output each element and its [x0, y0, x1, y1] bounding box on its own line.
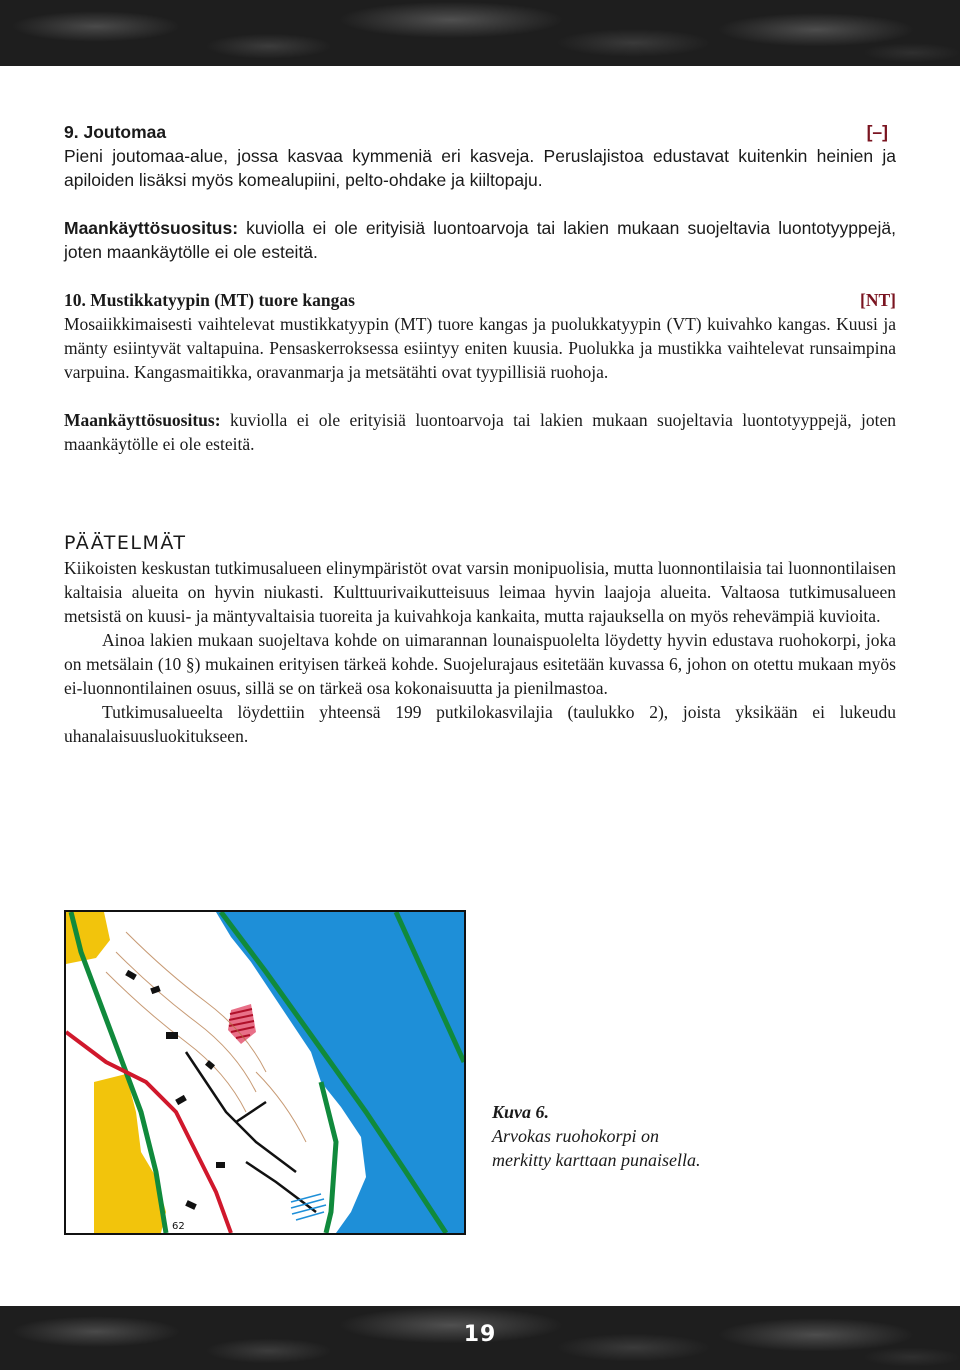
section-9-heading	[64, 120, 896, 144]
section-9-status-code: [–]	[866, 122, 888, 142]
section-10-status-code: [NT]	[860, 290, 896, 310]
section-10-recommendation-text: kuviolla ei ole erityisiä luontoarvoja tai lakien mukaan suojeltavia luontotyyppejä, joten maankäytölle ei ole esteitä.	[64, 410, 896, 454]
section-9-recommendation-label: Maankäyttösuositus:	[64, 218, 239, 238]
conclusions-paragraph-1: Kiikoisten keskustan tutkimusalueen elinympäristöt ovat varsin monipuolisia, mutta luonnontilaisia tai luonnontilaisen kaltaisia alueita on hyvin niukasti. Kulttuurivaikutteisuus leimaa hyvin laajoja alueita. Valtaosa tutkimusalueen metsistä on kuusi- ja mäntyvaltaisia tuoreita ja kuivahkoja kankaita, mutta rajauksella on myös rehevämpiä kuvioita.	[64, 558, 896, 626]
section-9-recommendation-text: kuviolla ei ole erityisiä luontoarvoja tai lakien mukaan suojeltavia luontotyyppejä, joten maankäytölle ei ole esteitä.	[64, 218, 896, 262]
map-graphic	[66, 912, 464, 1233]
section-10-title: 10. Mustikkatyypin (MT) tuore kangas	[64, 290, 355, 310]
figure-caption-line-1: Arvokas ruohokorpi on	[492, 1126, 659, 1146]
page-number: 19	[463, 1322, 497, 1347]
section-10-heading	[64, 288, 896, 312]
map-grid-label: 62	[172, 1221, 185, 1232]
section-9-description: Pieni joutomaa-alue, jossa kasvaa kymmeniä eri kasveja. Peruslajistoa edustavat kuitenkin heinien ja apiloiden lisäksi myös komealupiini, pelto-ohdake ja kiiltopaju.	[64, 146, 896, 190]
header-texture-band	[0, 0, 960, 66]
section-9-title: 9. Joutomaa	[64, 122, 167, 142]
conclusions-paragraph-2: Ainoa lakien mukaan suojeltava kohde on uimarannan lounaispuolelta löydetty hyvin edustava ruohokorpi, joka on metsälain (10 §) mukainen erityisen tärkeä kohde. Suojelurajaus esitetään kuvassa 6, johon on otettu mukaan myös ei-luonnontilainen osuus, sillä se on tärkeä osa kokonaisuutta ja pienilmastoa.	[64, 630, 896, 698]
figure-6-caption	[492, 1100, 792, 1172]
section-10-recommendation-label: Maankäyttösuositus:	[64, 410, 221, 430]
section-9-recommendation	[64, 216, 896, 264]
section-10-description: Mosaiikkimaisesti vaihtelevat mustikkatyypin (MT) tuore kangas ja puolukkatyypin (VT) kuivahko kangas. Kuusi ja mänty esiintyvät valtapuina. Pensaskerroksessa esiintyy eniten kuusia. Puolukka ja mustikka vaihtelevat runsaimpina varpuina. Kangasmaitikka, oravanmarja ja metsätähti ovat tyypillisiä ruohoja.	[64, 314, 896, 382]
page-content	[64, 120, 896, 748]
figure-caption-line-2: merkitty karttaan punaisella.	[492, 1150, 701, 1170]
section-10-recommendation	[64, 408, 896, 456]
figure-caption-title: Kuva 6.	[492, 1102, 550, 1122]
figure-6-map	[64, 910, 466, 1235]
minor-roads	[186, 1052, 316, 1212]
conclusions-paragraph-3: Tutkimusalueelta löydettiin yhteensä 199 putkilokasvilajia (taulukko 2), joista yksikään ei lukeudu uhanalaisuusluokitukseen.	[64, 702, 896, 746]
field-area-west	[94, 1074, 166, 1233]
conclusions-heading: PÄÄTELMÄT	[64, 532, 187, 554]
